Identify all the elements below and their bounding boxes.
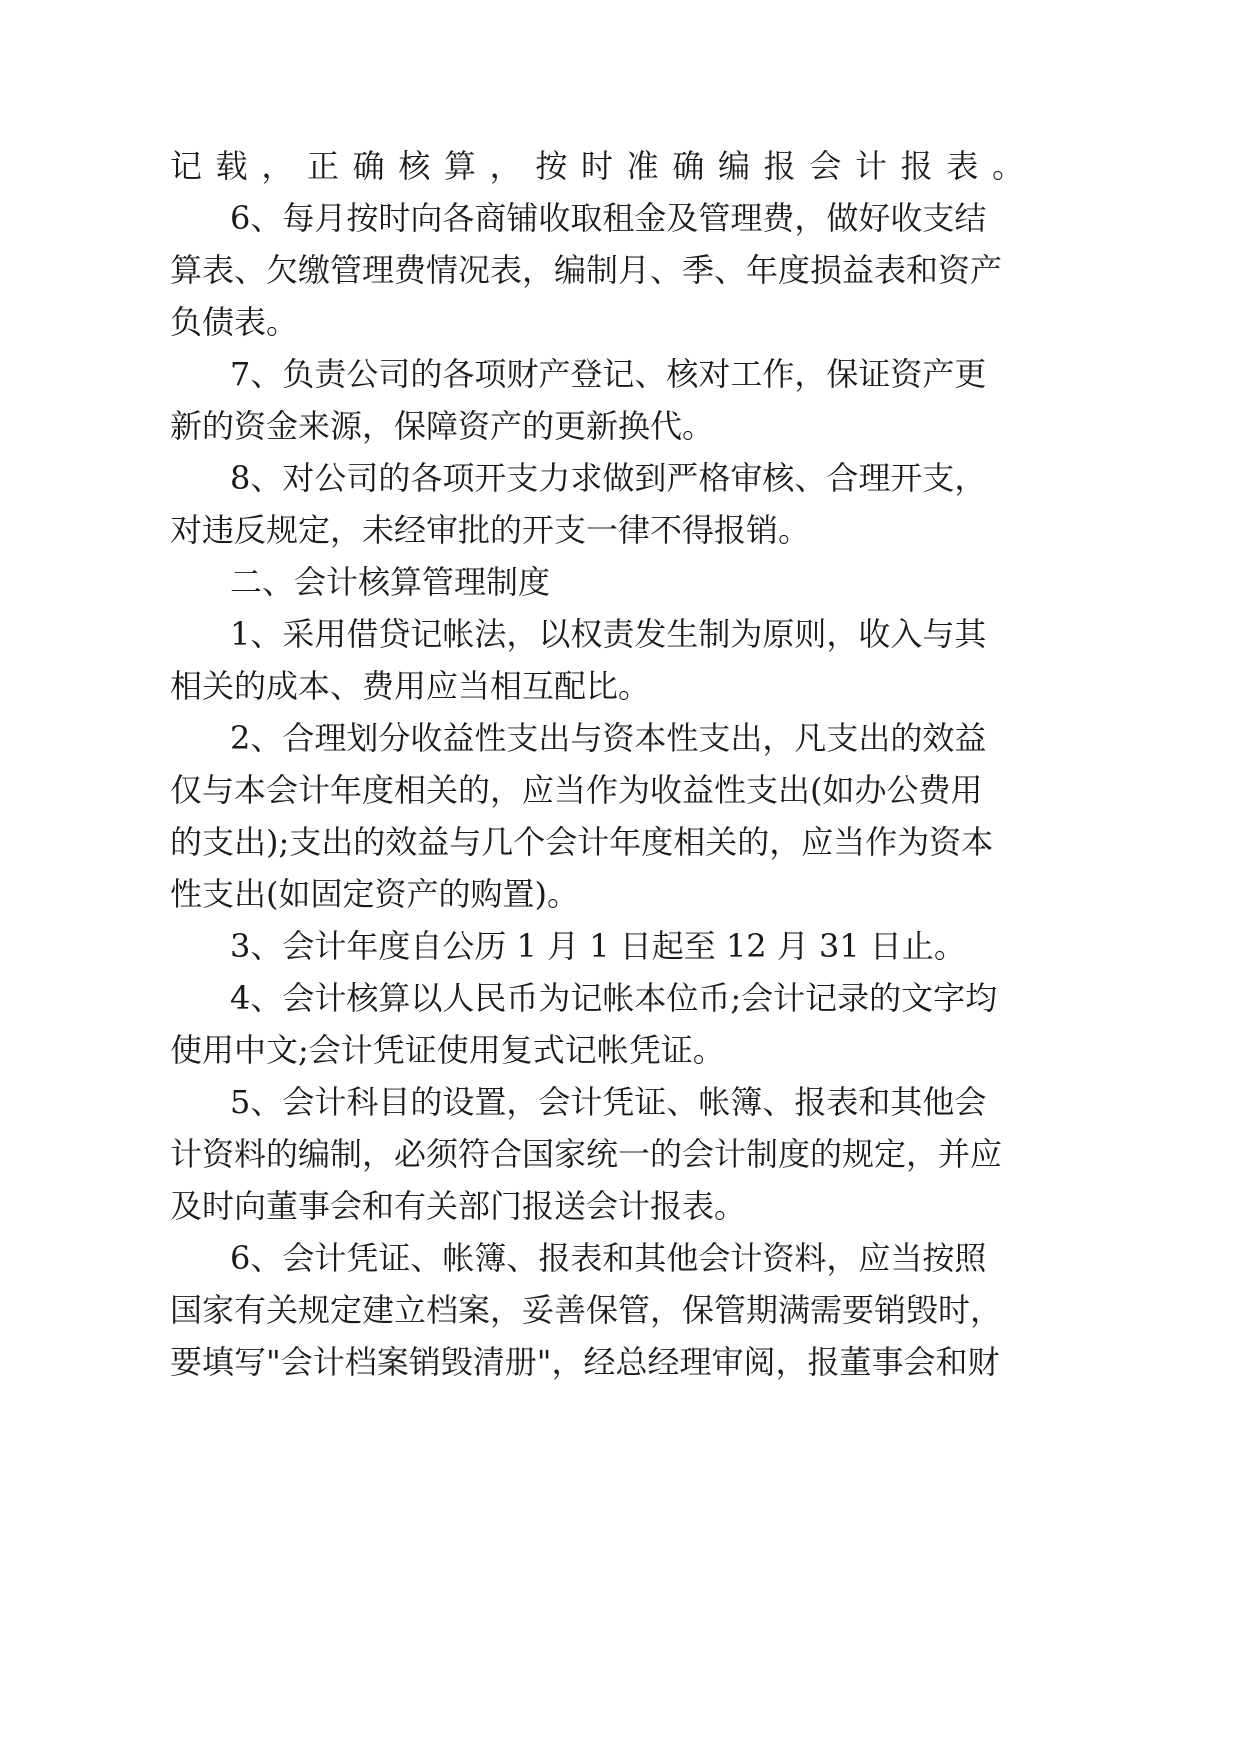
- text-line: 性支出(如固定资产的购置)。: [170, 875, 579, 913]
- text-line: 算表、欠缴管理费情况表，编制月、季、年度损益表和资产: [170, 251, 1003, 289]
- text-line: 记载，正确核算，按时准确编报会计报表。: [170, 147, 1024, 185]
- text-line: 对违反规定，未经审批的开支一律不得报销。: [170, 511, 811, 549]
- section-heading: 二、会计核算管理制度: [230, 563, 551, 601]
- text-line: 的支出);支出的效益与几个会计年度相关的，应当作为资本: [170, 823, 994, 861]
- text-line: 国家有关规定建立档案，妥善保管，保管期满需要销毁时，: [170, 1291, 1003, 1329]
- text-line: 及时向董事会和有关部门报送会计报表。: [170, 1187, 747, 1225]
- paragraph-first-line: 1、采用借贷记帐法，以权责发生制为原则，收入与其: [230, 615, 987, 653]
- paragraph-first-line: 8、对公司的各项开支力求做到严格审核、合理开支，: [230, 459, 987, 497]
- paragraph-first-line: 5、会计科目的设置，会计凭证、帐簿、报表和其他会: [230, 1083, 987, 1121]
- text-line: 要填写"会计档案销毁清册"，经总经理审阅，报董事会和财: [170, 1343, 1000, 1381]
- text-line: 新的资金来源，保障资产的更新换代。: [170, 407, 715, 445]
- paragraph-first-line: 3、会计年度自公历 1 月 1 日起至 12 月 31 日止。: [230, 927, 966, 965]
- paragraph-first-line: 6、每月按时向各商铺收取租金及管理费，做好收支结: [230, 199, 987, 237]
- paragraph-first-line: 7、负责公司的各项财产登记、核对工作，保证资产更: [230, 355, 987, 393]
- text-line: 计资料的编制，必须符合国家统一的会计制度的规定，并应: [170, 1135, 1003, 1173]
- text-line: 使用中文;会计凭证使用复式记帐凭证。: [170, 1031, 725, 1069]
- paragraph-first-line: 4、会计核算以人民币为记帐本位币;会计记录的文字均: [230, 979, 998, 1017]
- paragraph-first-line: 6、会计凭证、帐簿、报表和其他会计资料，应当按照: [230, 1239, 987, 1277]
- text-line: 负债表。: [170, 303, 299, 341]
- paragraph-first-line: 2、合理划分收益性支出与资本性支出，凡支出的效益: [230, 719, 987, 757]
- text-line: 相关的成本、费用应当相互配比。: [170, 667, 651, 705]
- text-line: 仅与本会计年度相关的，应当作为收益性支出(如办公费用: [170, 771, 983, 809]
